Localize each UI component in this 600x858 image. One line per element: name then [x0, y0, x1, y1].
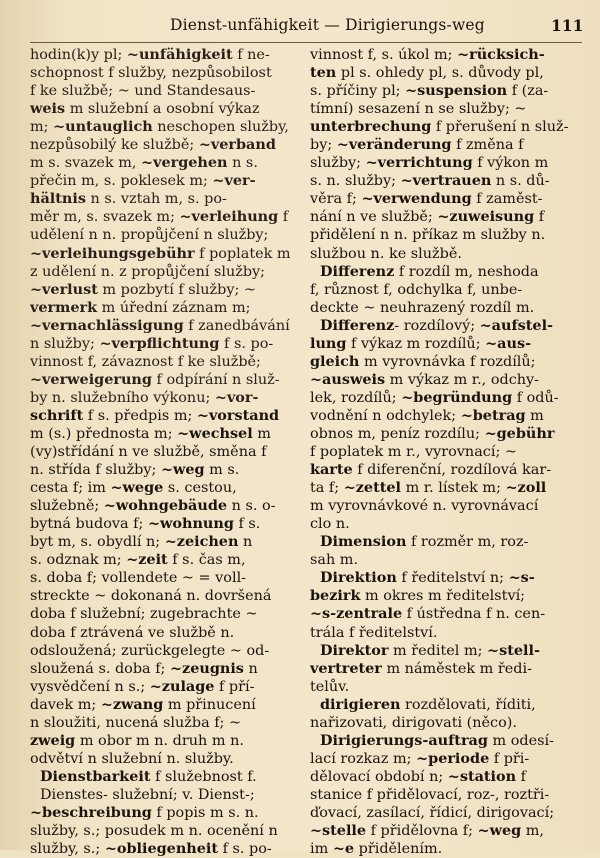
text-line: ten pl s. ohledy pl, s. důvody pl, [310, 64, 544, 82]
text-line: clo n. [310, 516, 350, 533]
text-line: nání n ve službě; ~zuweisung f [310, 208, 545, 226]
text-line: stanice f přidělovací, roz-, roztři- [310, 786, 550, 803]
text-line: unterbrechung f přerušení n služ- [310, 118, 569, 136]
header-rule [30, 42, 582, 43]
text-line: ~vernachlässigung f zanedbávání [30, 316, 290, 334]
text-line: Dienstbarkeit f služebnost f. [40, 767, 257, 785]
text-line: službou n. ke službě. [310, 245, 462, 262]
text-line: přidělení n n. příkaz m služby n. [310, 227, 546, 244]
text-line: f ke službě; ~ und Standesaus- [30, 83, 256, 100]
text-line: hodin(k)y pl; ~unfähigkeit f ne- [30, 46, 270, 63]
text-line: m; ~untauglich neschopen služby, [30, 118, 289, 136]
text-line: (vy)střídání n ve službě, směna f [30, 444, 267, 461]
text-line: n služby; ~verpflichtung f s. po- [30, 334, 274, 352]
running-head: Dienst-unfähigkeit — Dirigierungs-weg [170, 16, 485, 34]
text-line: ~verweigerung f odpírání n služ- [30, 370, 280, 388]
text-line: doba f ztrávená ve službě n. [30, 624, 235, 641]
text-line: Differenz- rozdílový; ~aufstel- [320, 316, 554, 334]
page-header [0, 14, 600, 40]
text-line: davek m; ~zwang m přinucení [30, 695, 256, 713]
text-line: nezpůsobilý ke službě; ~verband [30, 136, 276, 154]
text-line: lek, rozdílů; ~begründung f odů- [310, 388, 559, 406]
text-line: lací rozkaz m; ~periode f při- [310, 749, 530, 767]
text-line: z udělení n. z propůjčení služby; [30, 263, 266, 280]
text-line: karte f diferenční, rozdílová kar- [310, 461, 552, 479]
text-line: trála f ředitelství. [310, 624, 438, 641]
text-line: gleich m vyrovnávka f rozdílů; [310, 352, 536, 370]
text-line: ~verleihungsgebühr f poplatek m [30, 244, 291, 262]
text-line: služebně; ~wohngebäude n s. o- [30, 497, 276, 515]
text-line: s. doba f; vollendete ~ = voll- [30, 570, 247, 587]
text-line: s. odznak m; ~zeit f s. čas m, [30, 551, 246, 569]
text-line: f, různost f, odchylka f, unbe- [310, 281, 523, 298]
text-line: Dirigierungs-auftrag m odesí- [320, 731, 554, 749]
text-line: sah m. [310, 552, 359, 569]
text-line: m (s.) přednosta m; ~wechsel m [30, 424, 271, 442]
text-line: deckte ~ neuhrazený rozdíl m. [310, 299, 535, 316]
text-line: n sloužiti, nucená služba f; ~ [30, 714, 242, 731]
text-line: n. střída f služby; ~weg m s. [30, 461, 240, 479]
left-column [30, 46, 292, 858]
text-line: im ~e přidělením. [310, 840, 443, 858]
text-line: Dienstes- služební; v. Dienst-; [40, 786, 255, 803]
text-line: věra f; ~verwendung f zaměst- [310, 190, 543, 208]
text-line: udělení n n. propůjčení n služby; [30, 227, 269, 244]
text-line: Dimension f rozměr m, roz- [320, 533, 529, 551]
text-line: dirigieren rozdělovati, říditi, [320, 695, 536, 713]
text-line: streckte ~ dokonaná n. dovršená [30, 588, 272, 605]
text-line: přečin m, s. poklesek m; ~ver- [30, 172, 256, 190]
text-line: měr m, s. svazek m; ~verleihung f [30, 208, 289, 226]
text-line: ~s-zentrale f ústředna f n. cen- [310, 605, 546, 623]
text-line: schrift f s. předpis m; ~vorstand [30, 406, 280, 424]
text-line: vinnost f, s. úkol m; ~rücksich- [310, 46, 545, 63]
text-line: dělovací období n; ~station f [310, 767, 526, 785]
text-line: m s. svazek m, ~vergehen n s. [30, 154, 258, 172]
text-line: obnos m, peníz rozdílu; ~gebühr [310, 424, 555, 442]
text-line: s. n. služby; ~vertrauen n s. dů- [310, 172, 550, 190]
text-line: služby, s.; posudek m n. ocenění n [30, 823, 278, 840]
text-line: f poplatek m r., vyrovnací; ~ [310, 444, 517, 461]
text-line: doba f služební; zugebrachte ~ [30, 606, 258, 623]
page-number: 111 [551, 16, 584, 35]
text-line: lung f výkaz m rozdílů; ~aus- [310, 334, 532, 352]
text-line: ~verlust m pozbytí f služby; ~ [30, 280, 256, 298]
text-line: služby, s.; ~obliegenheit f s. po- [30, 840, 272, 858]
text-line: bytná budova f; ~wohnung f s. [30, 515, 261, 533]
text-line: služby; ~verrichtung f výkon m [310, 154, 549, 172]
text-line: Differenz f rozdíl m, neshoda [320, 262, 539, 280]
text-line: ~beschreibung f popis m s. n. [30, 803, 259, 821]
text-line: s. příčiny pl; ~suspension f (za- [310, 82, 549, 100]
text-line: tímní) sesazení n se služby; ~ [310, 101, 527, 118]
text-line: ta f; ~zettel m r. lístek m; ~zoll [310, 479, 547, 497]
text-line: hältnis n s. vztah m, s. po- [30, 190, 227, 208]
text-line: by; ~veränderung f změna f [310, 136, 524, 154]
text-line: byt m, s. obydlí n; ~zeichen n [30, 533, 253, 551]
text-line: cesta f; im ~wege s. cestou, [30, 479, 237, 497]
text-line: bezirk m okres m ředitelství; [310, 587, 526, 605]
text-line: vinnost f, závaznost f ke službě; [30, 353, 261, 370]
text-line: vermerk m úřední záznam m; [30, 298, 251, 316]
text-line: Direktion f ředitelství n; ~s- [320, 569, 535, 587]
text-line: schopnost f služby, nezpůsobilost [30, 65, 272, 82]
text-line: vysvědčení n s.; ~zulage f pří- [30, 677, 255, 695]
text-line: Direktor m ředitel m; ~stell- [320, 641, 540, 659]
right-column [310, 46, 580, 858]
text-line: zweig m obor m n. druh m n. [30, 731, 244, 749]
text-line: ~stelle f přidělovna f; ~weg m, [310, 822, 544, 840]
text-line: sloužená s. doba f; ~zeugnis n [30, 659, 258, 677]
text-line: odvětví n služební n. služby. [30, 750, 234, 767]
text-line: vertreter m náměstek m ředi- [310, 659, 532, 677]
text-line: ~ausweis m výkaz m r., odchy- [310, 370, 540, 388]
text-line: odsloužená; zurückgelegte ~ od- [30, 642, 270, 659]
text-line: by n. služebního výkonu; ~vor- [30, 388, 259, 406]
text-line: weis m služební a osobní výkaz [30, 100, 260, 118]
text-line: nařizovati, dirigovati (něco). [310, 714, 517, 731]
text-line: telův. [310, 678, 350, 695]
text-line: m vyrovnávkové n. vyrovnávací [310, 498, 539, 515]
text-line: ďovací, zasílací, řídicí, dirigovací; [310, 804, 555, 821]
text-line: vodnění n odchylek; ~betrag m [310, 406, 544, 424]
